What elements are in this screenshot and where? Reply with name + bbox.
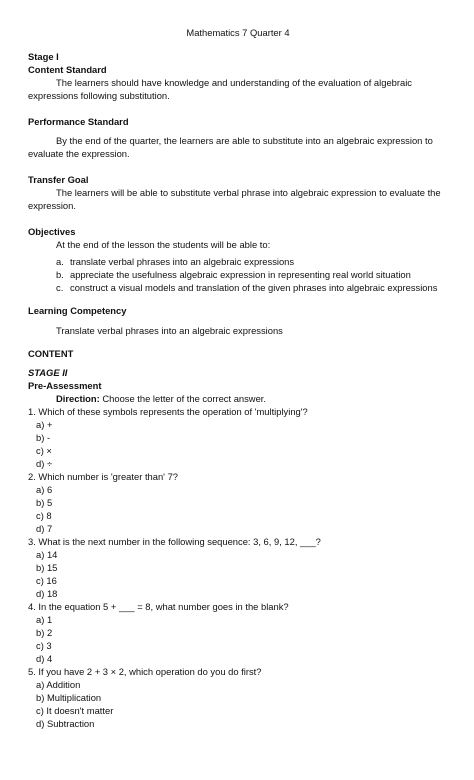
document-page bbox=[28, 26, 448, 730]
question-block bbox=[28, 470, 448, 535]
objective-item: c. construct a visual models and translation of the given phrases into algebraic expressions bbox=[56, 282, 438, 293]
question-block bbox=[28, 600, 448, 665]
direction-line bbox=[28, 392, 448, 405]
answer-option: a) 1 bbox=[36, 614, 53, 625]
objective-item: b. appreciate the usefulness algebraic expression in representing real world situation bbox=[56, 269, 411, 280]
performance-standard-text: By the end of the quarter, the learners are able to substitute into an algebraic expression to evaluate the expression. bbox=[28, 135, 433, 159]
objective-item: a. translate verbal phrases into an algebraic expressions bbox=[56, 256, 295, 267]
answer-option: d) 18 bbox=[36, 588, 58, 599]
transfer-goal-heading: Transfer Goal bbox=[28, 174, 89, 185]
question-text: 5. If you have 2 + 3 × 2, which operation do you do first? bbox=[28, 666, 262, 677]
answer-option: d) Subtraction bbox=[36, 718, 95, 729]
stage-two-label: STAGE II bbox=[28, 367, 68, 378]
objectives-heading: Objectives bbox=[28, 226, 76, 237]
answer-option: c) 3 bbox=[36, 640, 52, 651]
answer-option: c) It doesn't matter bbox=[36, 705, 114, 716]
answer-option: a) + bbox=[36, 419, 53, 430]
learning-competency-text: Translate verbal phrases into an algebraic expressions bbox=[56, 325, 283, 336]
performance-standard-heading: Performance Standard bbox=[28, 116, 129, 127]
question-text: 1. Which of these symbols represents the operation of 'multiplying'? bbox=[28, 406, 308, 417]
answer-option: b) 5 bbox=[36, 497, 53, 508]
answer-option: c) × bbox=[36, 445, 52, 456]
question-text: 2. Which number is 'greater than' 7? bbox=[28, 471, 179, 482]
content-standard-text: The learners should have knowledge and understanding of the evaluation of algebraic expressions following substitution. bbox=[28, 77, 412, 101]
question-text: 4. In the equation 5 + ___ = 8, what number goes in the blank? bbox=[28, 601, 289, 612]
answer-option: a) Addition bbox=[36, 679, 81, 690]
content-label: CONTENT bbox=[28, 348, 74, 359]
answer-option: d) 7 bbox=[36, 523, 53, 534]
question-block bbox=[28, 405, 448, 470]
question-block bbox=[28, 535, 448, 600]
direction-text: Choose the letter of the correct answer. bbox=[99, 393, 266, 404]
answer-option: b) 2 bbox=[36, 627, 53, 638]
answer-option: a) 6 bbox=[36, 484, 53, 495]
answer-option: d) ÷ bbox=[36, 458, 53, 469]
question-text: 3. What is the next number in the following sequence: 3, 6, 9, 12, ___? bbox=[28, 536, 321, 547]
learning-competency-heading: Learning Competency bbox=[28, 305, 127, 316]
objectives-list bbox=[28, 255, 448, 294]
pre-assessment-heading: Pre-Assessment bbox=[28, 380, 102, 391]
objectives-intro: At the end of the lesson the students will be able to: bbox=[56, 239, 271, 250]
answer-option: c) 8 bbox=[36, 510, 52, 521]
answer-option: b) - bbox=[36, 432, 51, 443]
direction-label: Direction: bbox=[56, 393, 100, 404]
content-standard-heading: Content Standard bbox=[28, 64, 107, 75]
answer-option: b) Multiplication bbox=[36, 692, 102, 703]
answer-option: a) 14 bbox=[36, 549, 58, 560]
stage-one-label: Stage I bbox=[28, 51, 59, 62]
answer-option: c) 16 bbox=[36, 575, 57, 586]
answer-option: d) 4 bbox=[36, 653, 53, 664]
page-title: Mathematics 7 Quarter 4 bbox=[186, 27, 290, 38]
answer-option: b) 15 bbox=[36, 562, 58, 573]
transfer-goal-text: The learners will be able to substitute verbal phrase into algebraic expression to evaluate the expression. bbox=[28, 187, 441, 211]
question-block bbox=[28, 665, 448, 730]
